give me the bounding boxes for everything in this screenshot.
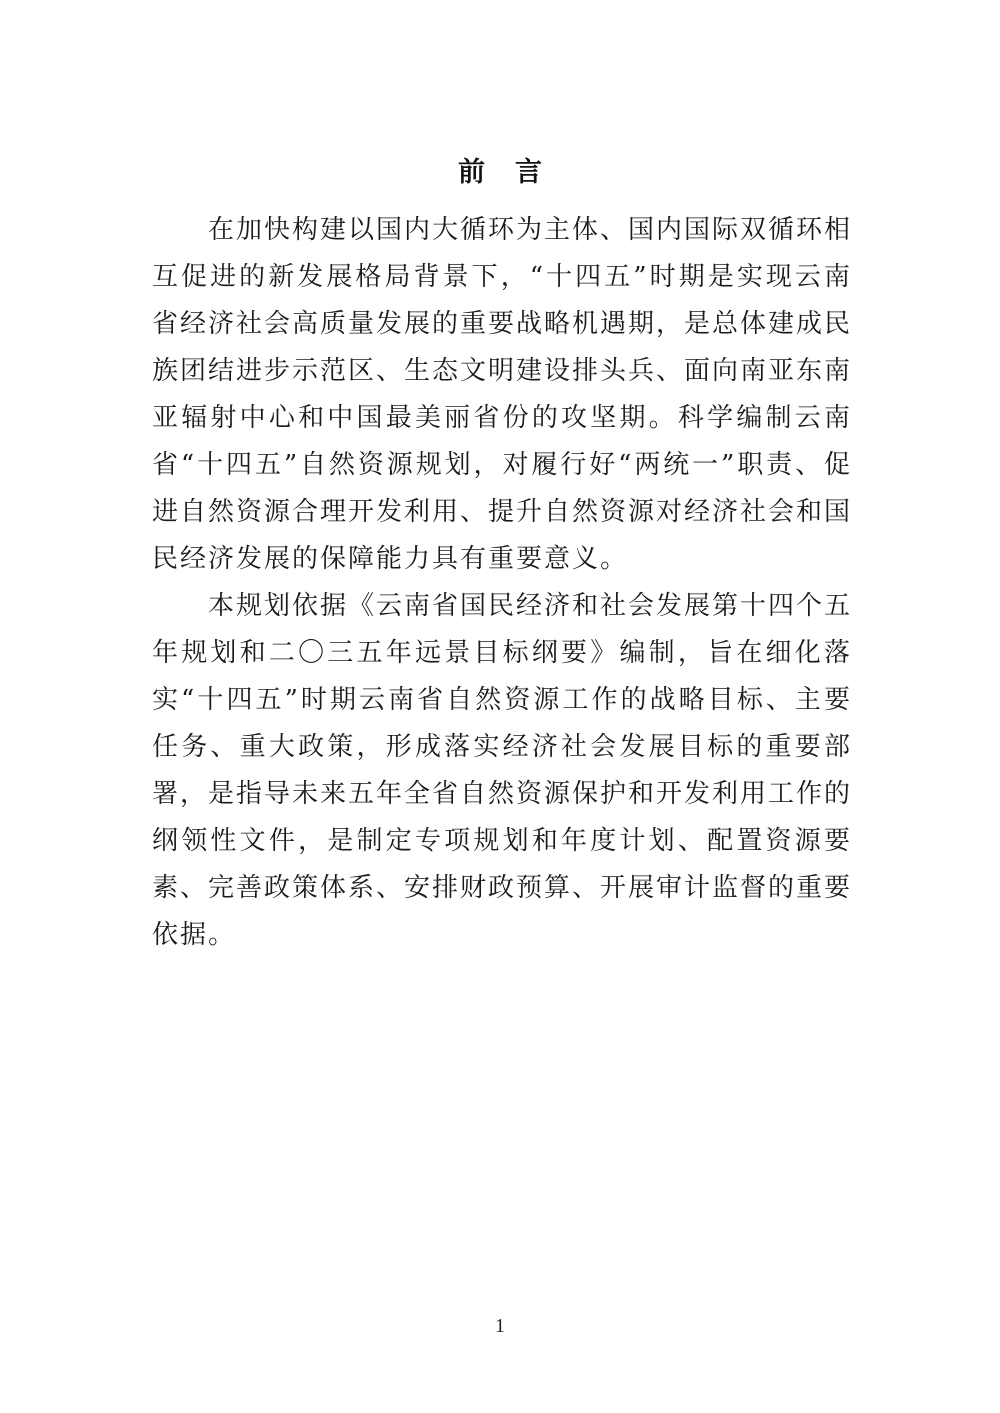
paragraph-2: 本规划依据《云南省国民经济和社会发展第十四个五年规划和二〇三五年远景目标纲要》编制，旨在细化落实“十四五”时期云南省自然资源工作的战略目标、主要任务、重大政策，形成落实经济社会发展目标的重要部署，是指导未来五年全省自然资源保护和开发利用工作的纲领性文件，是制定专项规划和年度计划、配置资源要素、完善政策体系、安排财政预算、开展审计监督的重要依据。 (152, 591, 853, 950)
page-title: 前言 (458, 157, 572, 188)
paragraph-1: 在加快构建以国内大循环为主体、国内国际双循环相互促进的新发展格局背景下，“十四五”时期是实现云南省经济社会高质量发展的重要战略机遇期，是总体建成民族团结进步示范区、生态文明建设排头兵、面向南亚东南亚辐射中心和中国最美丽省份的攻坚期。科学编制云南省“十四五”自然资源规划，对履行好“两统一”职责、促进自然资源合理开发利用、提升自然资源对经济社会和国民经济发展的保障能力具有重要意义。 (152, 215, 853, 574)
page-number: 1 (495, 1315, 505, 1337)
body-text (152, 207, 852, 959)
